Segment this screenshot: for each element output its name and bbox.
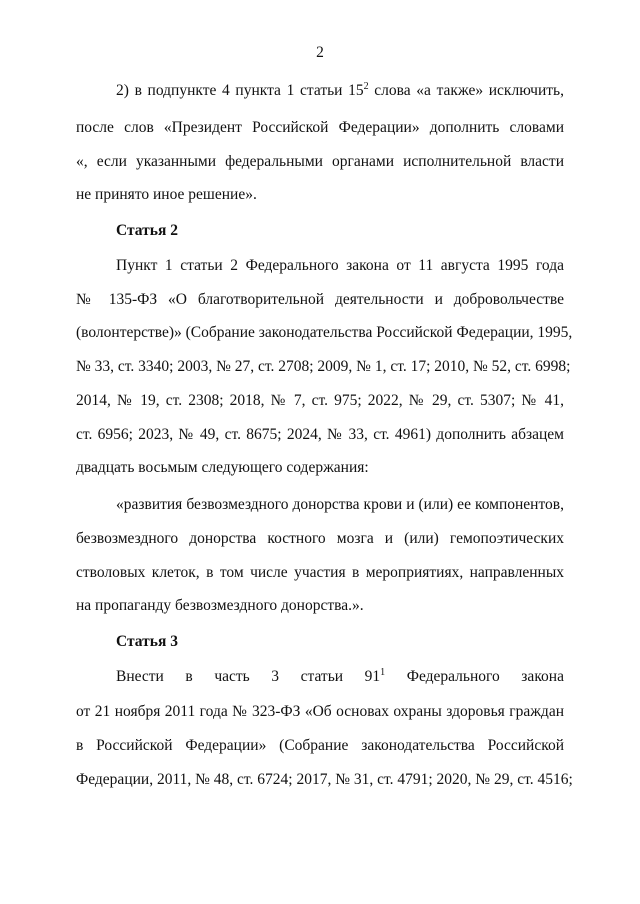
paragraph-line: в Российской Федерации» (Собрание законодательства Российской: [76, 737, 564, 754]
paragraph-line: № 135-ФЗ «О благотворительной деятельности и добровольчестве: [76, 291, 564, 308]
page-number: 2: [316, 44, 324, 61]
paragraph-line: 2014, № 19, ст. 2308; 2018, № 7, ст. 975; 2022, № 29, ст. 5307; № 41,: [76, 392, 564, 409]
paragraph-line: «, если указанными федеральными органами исполнительной власти: [76, 153, 564, 170]
paragraph-line: стволовых клеток, в том числе участия в мероприятиях, направленных: [76, 564, 564, 581]
paragraph-line: № 33, ст. 3340; 2003, № 27, ст. 2708; 2009, № 1, ст. 17; 2010, № 52, ст. 6998;: [76, 358, 571, 375]
paragraph-line: Федерации, 2011, № 48, ст. 6724; 2017, № 31, ст. 4791; 2020, № 29, ст. 4516;: [76, 771, 573, 788]
paragraph-line: Внести в часть 3 статьи $91^1$ Федерального закона: [116, 667, 564, 685]
paragraph-line: двадцать восьмым следующего содержания:: [76, 459, 369, 476]
superscript: 2: [363, 81, 369, 92]
paragraph-line: от 21 ноября 2011 года № 323-ФЗ «Об основах охраны здоровья граждан: [76, 703, 564, 720]
paragraph-line: «развития безвозмездного донорства крови и (или) ее компонентов,: [116, 496, 564, 513]
paragraph-line: не принято иное решение».: [76, 186, 257, 203]
superscript: 1: [380, 667, 386, 678]
paragraph-line: ст. 6956; 2023, № 49, ст. 8675; 2024, № 33, ст. 4961) дополнить абзацем: [76, 426, 564, 443]
paragraph-line: на пропаганду безвозмездного донорства.».: [76, 597, 364, 614]
article-heading: Статья 3: [116, 633, 178, 650]
paragraph-line: безвозмездного донорства костного мозга и (или) гемопоэтических: [76, 530, 564, 547]
paragraph-line: 2) в подпункте 4 пункта 1 статьи $15^2$ слова «а также» исключить,: [116, 81, 564, 99]
paragraph-line: Пункт 1 статьи 2 Федерального закона от 11 августа 1995 года: [116, 257, 564, 274]
article-heading: Статья 2: [116, 222, 178, 239]
paragraph-line: (волонтерстве)» (Собрание законодательства Российской Федерации, 1995,: [76, 324, 573, 341]
paragraph-line: после слов «Президент Российской Федерации» дополнить словами: [76, 119, 564, 136]
